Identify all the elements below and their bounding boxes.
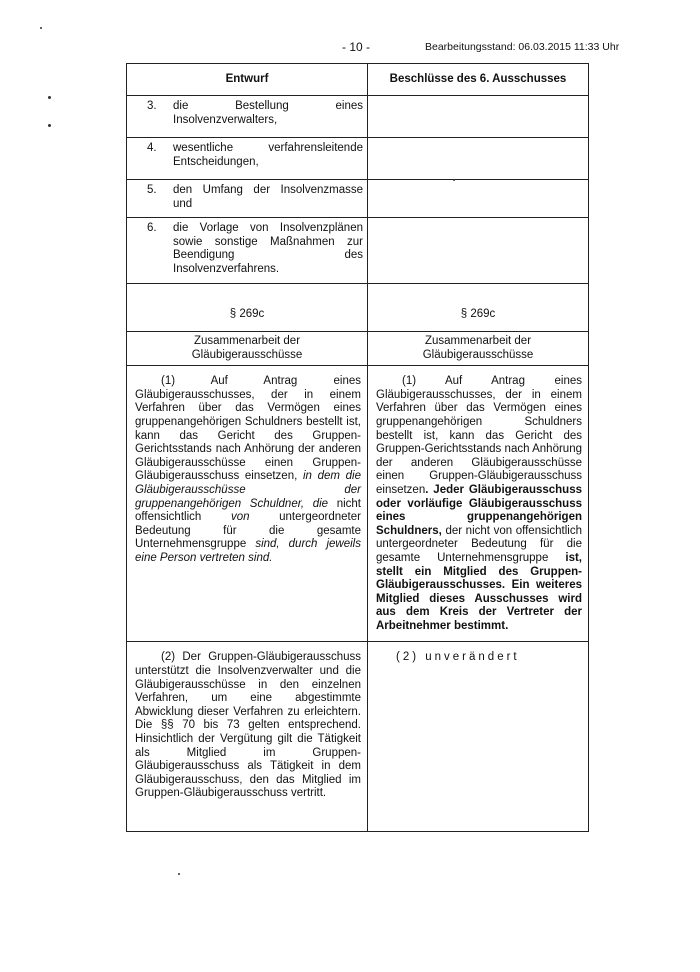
enum-number: 5. xyxy=(147,184,157,196)
page-header xyxy=(0,40,700,56)
table-row xyxy=(127,642,589,832)
table-row xyxy=(127,366,589,642)
column-header-committee: Beschlüsse des 6. Ausschusses xyxy=(368,64,589,96)
paragraph-1-draft xyxy=(127,366,368,642)
enum-text: die Vorlage von Insolvenzplänen sowie sonstige Maßnahmen zur Beendigung des Insolvenzverfahrens. xyxy=(173,222,363,275)
text-run-italic: sind, durch jeweils eine Person vertreten sind. xyxy=(135,538,361,564)
empty-cell xyxy=(368,218,589,284)
column-header-draft: Entwurf xyxy=(127,64,368,96)
section-number-left: § 269c xyxy=(127,284,368,332)
scan-speck xyxy=(178,873,180,875)
table-row xyxy=(127,218,589,284)
table-row xyxy=(127,138,589,180)
table-row xyxy=(127,332,589,366)
section-title-right: Zusammenarbeit der Gläubigerausschüsse xyxy=(368,332,589,366)
section-number-right: § 269c xyxy=(368,284,589,332)
enum-text: wesentliche verfahrensleitende Entscheidungen, xyxy=(173,142,363,168)
scan-speck xyxy=(48,124,51,127)
empty-cell xyxy=(368,96,589,138)
paragraph-2-draft: (2) Der Gruppen-Gläubigerausschuss unterstützt die Insolvenzverwalter und die Gläubigerausschüsse in den einzelnen Verfahren, um eine abgestimmte Abwicklung dieser Verfahren zu erleichtern. Die §§ 70 bis 73 gelten entsprechend. Hinsichtlich der Vergütung gilt die Tätigkeit als Mitglied im Gruppen-Gläubigerausschuss als Tätigkeit in dem Gläubigerausschuss, den das Mitglied im Gruppen-Gläubigerausschuss vertritt. xyxy=(127,642,368,832)
section-title-left: Zusammenarbeit der Gläubigerausschüsse xyxy=(127,332,368,366)
scan-speck xyxy=(40,27,42,29)
scan-speck xyxy=(453,179,455,181)
table-row xyxy=(127,96,589,138)
enum-item-5 xyxy=(127,180,368,218)
text-run-bold: . Jeder Gläubigerausschuss oder vorläufige Gläubigerausschuss eines gruppenangehörigen Schuldners, xyxy=(376,483,582,537)
enum-number: 3. xyxy=(147,100,157,112)
table-header-row xyxy=(127,64,589,96)
enum-item-4 xyxy=(127,138,368,180)
enum-number: 4. xyxy=(147,142,157,154)
enum-item-6 xyxy=(127,218,368,284)
empty-cell xyxy=(368,138,589,180)
enum-item-3 xyxy=(127,96,368,138)
page-number: - 10 - xyxy=(342,40,371,54)
comparison-table xyxy=(126,63,589,832)
text-run-bold: ist, stellt ein Mitglied des Gruppen-Gläubigerausschusses. Ein weiteres Mitglied dieses Ausschusses wird aus dem Kreis der Vertreter der Arbeitnehmer bestimmt. xyxy=(376,551,582,632)
text-run: (1) Auf Antrag eines Gläubigerausschusses, der in einem Verfahren über das Vermögen eines gruppenangehörigen Schuldners bestellt ist, kann das Gericht des Gruppen-Gerichtsstands nach Anhörung der anderen Gläubigerausschüsse einen Gruppen-Gläubigerausschuss einsetzen, xyxy=(135,375,361,483)
text-run: untergeordneter Bedeutung für die gesamte Unternehmensgruppe xyxy=(135,511,361,551)
text-run: der nicht von offensichtlich untergeordneter Bedeutung für die gesamte Unternehmensgruppe xyxy=(376,524,582,564)
enum-text: den Umfang der Insolvenzmasse und xyxy=(173,184,363,210)
edit-status: Bearbeitungsstand: 06.03.2015 11:33 Uhr xyxy=(425,41,620,53)
text-run: nicht offensichtlich xyxy=(135,497,361,524)
table-row xyxy=(127,180,589,218)
text-run-italic: in dem die Gläubigerausschüsse der gruppenangehörigen Schuldner, die xyxy=(135,470,361,510)
enum-number: 6. xyxy=(147,222,157,234)
empty-cell xyxy=(368,180,589,218)
paragraph-1-committee xyxy=(368,366,589,642)
table-row xyxy=(127,284,589,332)
paragraph-2-committee: (2) unverändert xyxy=(368,642,589,832)
scan-speck xyxy=(48,96,51,99)
enum-text: die Bestellung eines Insolvenzverwalters, xyxy=(173,100,363,126)
text-run-italic: von xyxy=(230,511,250,524)
text-run: (1) Auf Antrag eines Gläubigerausschusses, der in einem Verfahren über das Vermögen eines gruppenangehörigen Schuldners bestellt ist, kann das Gericht des Gruppen-Gerichtsstands nach Anhörung der anderen Gläubigerausschüsse einen Gruppen-Gläubigerausschuss einsetzen xyxy=(376,375,582,496)
